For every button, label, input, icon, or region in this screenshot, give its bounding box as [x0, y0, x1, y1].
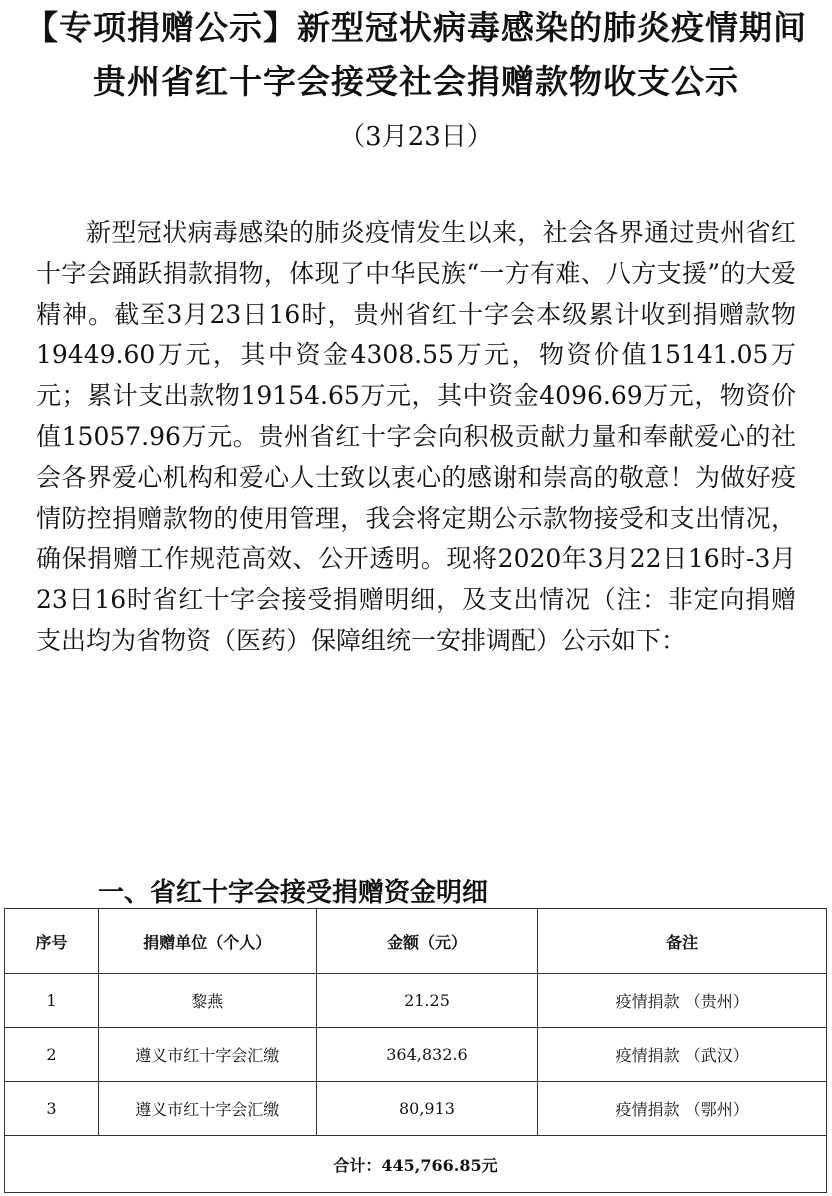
- header-donor: 捐赠单位（个人）: [98, 909, 316, 974]
- table-header-row: [5, 909, 827, 974]
- cell-amount: 364,832.6: [316, 1028, 538, 1082]
- cell-index: 3: [5, 1082, 99, 1136]
- donation-table: [4, 908, 827, 1193]
- cell-note: 疫情捐款 （武汉）: [538, 1028, 827, 1082]
- table-row: [5, 1082, 827, 1136]
- cell-donor: 黎燕: [98, 974, 316, 1028]
- cell-donor: 遵义市红十字会汇缴: [98, 1082, 316, 1136]
- title-line-2: 贵州省红十字会接受社会捐赠款物收支公示: [93, 62, 739, 101]
- cell-donor: 遵义市红十字会汇缴: [98, 1028, 316, 1082]
- notice-date: （3月23日）: [339, 122, 493, 152]
- header-index: 序号: [5, 909, 99, 974]
- table-total-row: [5, 1136, 827, 1193]
- section-heading: 一、省红十字会接受捐赠资金明细: [98, 878, 489, 908]
- cell-amount: 80,913: [316, 1082, 538, 1136]
- cell-amount: 21.25: [316, 974, 538, 1028]
- cell-index: 2: [5, 1028, 99, 1082]
- table-row: [5, 974, 827, 1028]
- header-amount: 金额（元）: [316, 909, 538, 974]
- cell-index: 1: [5, 974, 99, 1028]
- cell-note: 疫情捐款 （贵州）: [538, 974, 827, 1028]
- table-total: 合计：445,766.85元: [5, 1136, 827, 1193]
- cell-note: 疫情捐款 （鄂州）: [538, 1082, 827, 1136]
- header-note: 备注: [538, 909, 827, 974]
- body-paragraph: 新型冠状病毒感染的肺炎疫情发生以来，社会各界通过贵州省红十字会踊跃捐款捐物，体现了中华民族“一方有难、八方支援”的大爱精神。截至3月23日16时，贵州省红十字会本级累计收到捐赠款物19449.60万元，其中资金4308.55万元，物资价值15141.05万元；累计支出款物19154.65万元，其中资金4096.69万元，物资价值15057.96万元。贵州省红十字会向积极贡献力量和奉献爱心的社会各界爱心机构和爱心人士致以衷心的感谢和崇高的敬意！为做好疫情防控捐赠款物的使用管理，我会将定期公示款物接受和支出情况，确保捐赠工作规范高效、公开透明。现将2020年3月22日16时-3月23日16时省红十字会接受捐赠明细，及支出情况（注：非定向捐赠支出均为省物资（医药）保障组统一安排调配）公示如下：: [36, 218, 796, 655]
- title-line-1: 【专项捐赠公示】新型冠状病毒感染的肺炎疫情期间: [25, 8, 807, 47]
- table-row: [5, 1028, 827, 1082]
